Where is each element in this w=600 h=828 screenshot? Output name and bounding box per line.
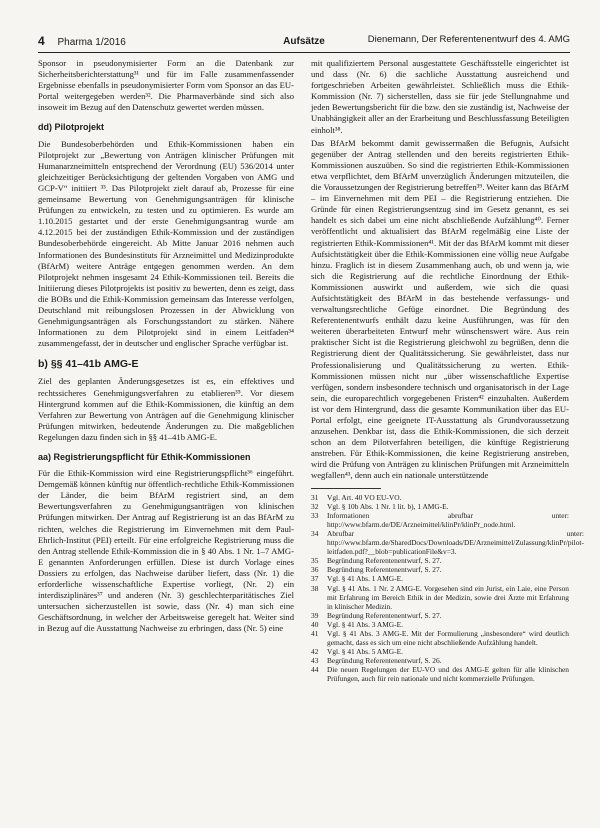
footnote [311,556,569,565]
footnote-number: 32 [311,501,319,511]
footnote-text: Begründung Referentenentwurf, S. 27. [327,556,442,566]
section-paragraph: Ziel des geplanten Änderungsgesetzes ist es, ein effektives und rechtssicheres Genehmigungsverfahren zu etablieren³⁵. Vor diesem Hintergrund kommen auf die Ethik-Kommissionen, die künftig an dem Verfahren zur Bewertung von Anträgen auf die Genehmigung klinischer Prüfungen mitwirken, bedeutende Änderungen zu. Die maßgeblichen Regelungen dazu finden sich in §§ 41–41b AMG-E. [38,376,294,442]
footnote-text: Die neuen Regelungen der EU-VO und des AMG-E gelten für alle klinischen Prüfungen, auch für rein nationale und nicht kommerzielle Prüfungen. [327,665,569,684]
footnote-text: Abrufbar unter: http://www.bfarm.de/SharedDocs/Downloads/DE/Arzneimittel/Zulassung/klinPr/pilot-leitfaden.pdf?__blob=publicationFile&v=3. [327,528,584,557]
footnote-number: 39 [311,610,319,620]
footnote [311,665,569,683]
footnote-number: 42 [311,647,319,657]
footnote [311,493,569,502]
heading-registration: aa) Registrierungspflicht für Ethik-Kommissionen [38,452,251,462]
footnote-number: 38 [311,583,319,593]
footnote-text: Vgl. § 41 Abs. 3 AMG-E. Mit der Formulierung „insbesondere“ wird deutlich gemacht, dass es sich um eine nicht abschließende Aufzählung handelt. [327,628,569,648]
footnote [311,629,569,647]
page-number: 4 [38,34,45,48]
footnote-text: Vgl. § 41 Abs. 5 AMG-E. [327,647,403,657]
footnote-number: 35 [311,556,319,566]
footnote-text: Vgl. § 41 Abs. 3 AMG-E. [327,619,403,629]
bfarm-paragraph: Das BfArM bekommt damit gewissermaßen die Befugnis, Aufsicht gegenüber der Antrag stellenden und den bereits registrierten Ethik-Kommissionen auszuüben. So sind die registrierten Ethik-Kommissionen etwa verpflichtet, dem BfArM unverzüglich Änderungen mitzuteilen, die die Voraussetzungen der Registrierung betreffen³⁹. Weiter kann das BfArM – im Einvernehmen mit dem PEI – die Registrierung entziehen. Die Gründe für einen Registrierungsentzug sind im Gesetz genannt, es sei handelt es sich dabei um eine nicht abschließende Aufzählung⁴⁰. Ferner veröffentlicht und aktualisiert das BfArM regelmäßig eine Liste der registrierten Ethik-Kommissionen⁴¹. Mit der das BfArM kommt mit dieser Aufsichtstätigkeit über die Ethik-Kommissionen eine völlig neue Aufgabe hinzu. Fraglich ist in diesem Zusammenhang auch, ob und wenn ja, wie sich die Registrierung auf die rechtliche Einordnung der Ethik-Kommissionen auswirkt und außerdem, wie sich die quasi Aufsichtstätigkeit des BfArM in das bestehende verfassungs- und verwaltungsrechtliche Gefüge einordnet. Die Begründung des Referentenentwurfs enthält dazu keine Ausführungen, was für den weiteren überarbeiteten Entwurf mehr wünschenswert wäre. Aus rein praktischer Sicht ist die Registrierung gleichwohl zu begrüßen, denn die Registrierung dient der Qualitätssicherung. Sie gewährleistet, dass nur Professionalisierung und Qualitätssicherung zu werten. Ethik-Kommissionen müssen nicht nur „über wissenschaftliche Expertise verfügen, sondern insbesondere technisch und organisatorisch in der Lage sein, die europarechtlich vorgegebenen Fristen⁴² einzuhalten. Außerdem ist vor dem Hintergrund, dass die gesamte Kommunikation über das EU-Portal erfolgt, eine geeignete IT-Ausstattung als Grundvoraussetzung anzusehen. Denkbar ist, dass die Ethik-Kommissionen, die sich derzeit schon an dem Pilotverfahren beteiligen, die künftige Registrierung anstreben. Für Ethik-Kommissionen, die keine Registrierung anstreben, wird die Prüfung von Anträgen zu klinischen Prüfungen mit Arzneimitteln wegfallen⁴³, denn auch ein nationale unterstützende [311,137,569,481]
footnote-text: Vgl. Art. 40 VO EU-VO. [327,492,402,502]
footnote [311,502,569,511]
pilot-paragraph: Die Bundesoberbehörden und Ethik-Kommissionen haben ein Pilotprojekt zur „Bewertung von Anträgen klinischer Prüfungen mit Humanarzneimitteln entsprechend der Verordnung (EU) 536/2014 unter gleichzeitiger Berücksichtigung der geltenden Vorgaben von AMG und GCP-V“ initiiert ³³. Das Pilotprojekt zielt darauf ab, Prozesse für eine gemeinsame Bewertung von Genehmigungsanträgen für klinische Prüfungen zu entwickeln, zu testen und zu optimieren. Es wurde am 1.10.2015 gestartet und der erste Genehmigungsantrag wurde am 4.12.2015 bei der zuständigen Ethik-Kommission und der zuständigen Bundesoberbehörde eingereicht. Ab Mitte Januar 2016 nehmen auch Informationen des Bundesinstituts für Arzneimittel und Medizinprodukte (BfArM) weitere Anträge entgegen genommen werden. An dem Pilotprojekt nehmen insgesamt 24 Ethik-Kommissionen teil. Bereits die Initiierung dieses Pilotprojekts ist positiv zu bewerten, denn es zeigt, dass die BOBs und die Ethik-Kommission gemeinsam das Interesse verfolgen, Deutschland mit reibungslosen Prozessen in der Abwicklung von Genehmigungsanträgen als Forschungsstandort zu stärken. Nähere Informationen zu dem Pilotprojekt sind in einem Leitfaden³⁴ zusammengefasst, der in deutscher und englischer Sprache verfügbar ist. [38,138,294,349]
footnote [311,611,569,620]
right-column [311,58,584,684]
footnote [311,620,569,629]
footnote-number: 37 [311,574,319,584]
footnote-text: Informationen abrufbar unter: http://www.bfarm.de/DE/Arzneimittel/klinPr/klinPr_node.html. [327,510,569,529]
registration-paragraph: Für die Ethik-Kommission wird eine Registrierungspflicht³⁶ eingeführt. Demgemäß können künftig nur öffentlich-rechtliche Ethik-Kommissionen der Länder, die beim BfArM registriert sind, an dem Bewertungsverfahren zu Genehmigungsanträgen von klinischen Prüfungen mitwirken. Der Antrag auf Registrierung ist an das BfArM zu richten, welches die Registrierung im Einvernehmen mit dem Paul-Ehrlich-Institut (PEI) erteilt. Für eine erfolgreiche Registrierung muss die den Antrag stellende Ethik-Kommission die in § 40 Abs. 1 Nr. 1–7 AMG-E genannten Anforderungen erfüllen. Diese ist durch Vorlage eines Dossiers zu erfolgen, das Nachweise darüber liefert, dass (Nr. 1) die erforderliche wissenschaftliche Expertise vorliegt, (Nr. 2) ein interdisziplinäres³⁷ und anderen (Nr. 3) geschlechterparitätisches Ziel untersuchen sicherzustellen ist sowie, dass (Nr. 4) man sich eine Geschäftsordnung, in welcher der Arbeitsweise geregelt hat. Weiter sind in Bezug auf die Ausstattung Nachweise zu erbringen, dass (Nr. 5) eine [38,468,294,634]
footnotes [311,492,584,684]
footnote-text: Vgl. § 41 Abs. 1 Nr. 2 AMG-E. Vorgesehen sind ein Jurist, ein Laie, eine Person mit Erfahrung im Bereich Ethik in der Medizin, sowie drei Ärzte mit Erfahrung in klinischer Medizin. [327,583,569,611]
continued-paragraph: mit qualifiziertem Personal ausgestattete Geschäftsstelle eingerichtet ist und dass (Nr. 6) die sachliche Ausstattung ausreichend und fortgeschrieben Arbeiten gewährleistet. Schließlich muss die Ethik-Kommission (Nr. 7) sicherstellen, dass sie für jede Stellungnahme und jeden Bewertungsbericht für die bzw. den sie zuständig ist, Nachweise der Unabhängigkeit aller an der Erarbeitung und Beschlussfassung Beteiligten einholt³⁸. [311,58,569,135]
footnote-number: 41 [311,628,319,638]
footnote-text: Vgl. § 10b Abs. 1 Nr. 1 lit. b), 1 AMG-E. [327,501,449,511]
footnote [311,565,569,574]
footnote-number: 34 [311,528,319,538]
footnote-number: 31 [311,492,319,502]
intro-paragraph: Sponsor in pseudonymisierter Form an die Datenbank zur Sicherheitsberichterstattung³¹ und für im Falle zusammenfassender Ergebnisse ebenfalls in pseudonymisierter Form vom Sponsor an das EU-Portal weitergegeben werden³². Die Pharmaverbände sind sich also insoweit im Bezug auf den Datenschutz gewertet werden müssen. [38,58,294,113]
footnote-number: 43 [311,656,319,666]
footnote [311,656,569,665]
footnote [311,584,569,611]
footnote-number: 40 [311,619,319,629]
footnote-text: Begründung Referentenentwurf, S. 27. [327,610,442,620]
running-title: Dienemann, Der Referentenentwurf des 4. AMG [367,34,570,45]
footnote-number: 44 [311,665,319,675]
heading-pilotprojekt: dd) Pilotprojekt [38,122,104,133]
header-rule [38,52,570,53]
heading-section-41: b) §§ 41–41b AMG-E [38,358,139,371]
footnote [311,528,584,557]
footnote-rule [311,488,381,489]
footnote-number: 33 [311,510,319,520]
journal-name: Pharma 1/2016 [57,37,126,48]
footnote-text: Vgl. § 41 Abs. 1 AMG-E. [327,574,403,584]
footnote-text: Begründung Referentenentwurf, S. 27. [327,565,442,575]
footnote-text: Begründung Referentenentwurf, S. 26. [327,656,442,666]
footnote-number: 36 [311,565,319,575]
left-column [38,58,294,637]
page-header [38,34,570,48]
section-title: Aufsätze [283,36,325,47]
footnote [311,511,569,529]
footnote [311,574,569,583]
footnote [311,647,569,656]
